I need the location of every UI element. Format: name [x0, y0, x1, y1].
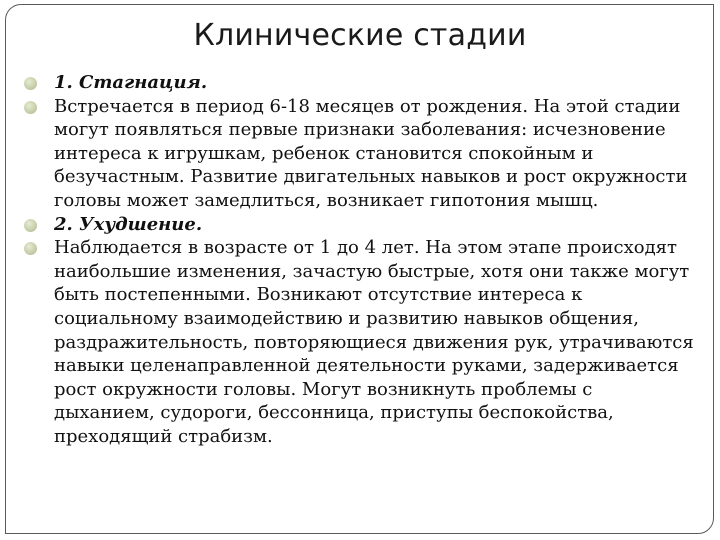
stage-2-description: Наблюдается в возрасте от 1 до 4 лет. На этом этапе происходят наибольшие изменения, зачастую быстрые, хотя они также могут быть постепенными. Возникают отсутствие интереса к социальному взаимодействию и развитию навыков общения, раздражительность, повторяющиеся движения рук, утрачиваются навыки целенаправленной деятельности руками, задерживается рост окружности головы. Могут возникнуть проблемы с дыханием, судороги, бессонница, приступы беспокойства, преходящий страбизм.: [54, 237, 694, 447]
bullet-icon: [24, 242, 37, 255]
stage-1-description: Встречается в период 6-18 месяцев от рождения. На этой стадии могут появляться первые признаки заболевания: исчезновение интереса к игрушкам, ребенок становится спокойным и безучастным. Развитие двигательных навыков и рост окружности головы может замедлиться, возникает гипотония мышц.: [54, 95, 688, 211]
bullet-item-stage-2-heading: [24, 213, 696, 237]
bullet-icon: [24, 101, 37, 114]
bullet-list: [24, 71, 696, 449]
slide-title: Клинические стадии: [193, 18, 527, 53]
bullet-icon: [24, 77, 37, 90]
stage-2-heading: 2. Ухудшение.: [54, 213, 203, 235]
bullet-icon: [24, 219, 37, 232]
bullet-item-stage-1-description: [24, 95, 696, 213]
bullet-item-stage-1-heading: [24, 71, 696, 95]
stage-1-heading: 1. Стагнация.: [54, 72, 208, 93]
bullet-item-stage-2-description: [24, 236, 696, 448]
